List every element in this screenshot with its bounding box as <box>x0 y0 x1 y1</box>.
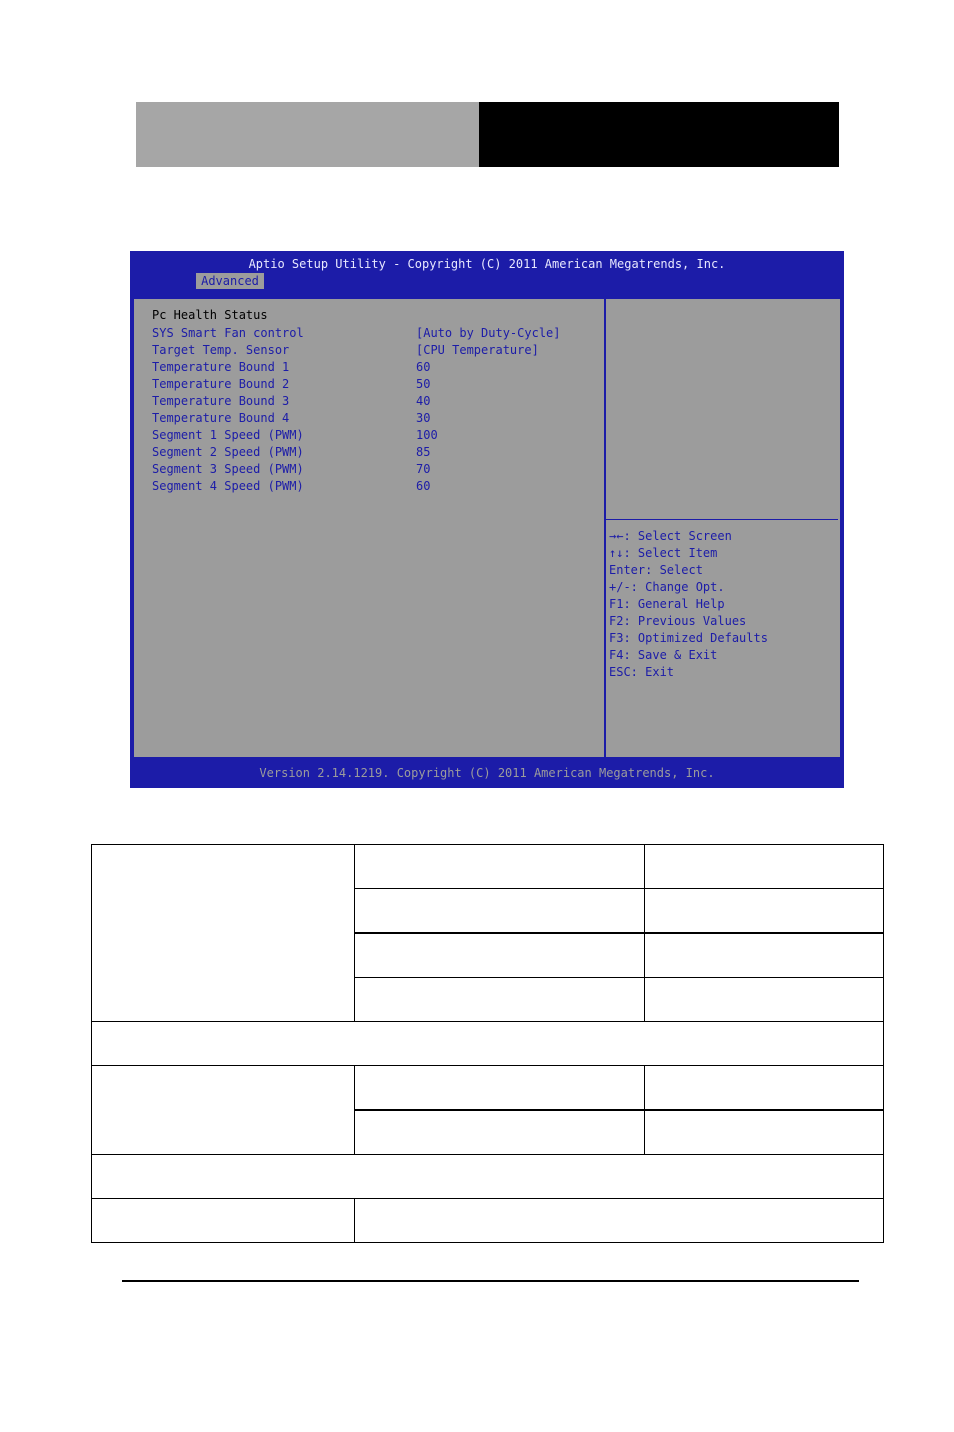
options-table <box>91 844 884 1243</box>
table-cell <box>92 1022 884 1066</box>
help-line: +/-: Change Opt. <box>609 580 725 594</box>
table-cell <box>355 978 644 1022</box>
table-cell <box>644 1110 883 1155</box>
setting-target-temp-sensor[interactable] <box>152 342 592 359</box>
setting-segment-1-speed[interactable] <box>152 427 592 444</box>
bios-help-divider <box>606 519 838 520</box>
help-line: F4: Save & Exit <box>609 648 718 662</box>
setting-value[interactable]: 60 <box>416 479 431 493</box>
setting-value[interactable]: 100 <box>416 428 438 442</box>
setting-segment-3-speed[interactable] <box>152 461 592 478</box>
setting-value[interactable]: 40 <box>416 394 431 408</box>
help-line: →←: Select Screen <box>609 529 732 543</box>
setting-value[interactable]: 85 <box>416 445 431 459</box>
header-band-left <box>136 102 479 167</box>
table-cell <box>92 845 355 1022</box>
setting-label: Segment 2 Speed (PWM) <box>152 445 304 459</box>
table-cell <box>644 845 883 889</box>
setting-temperature-bound-4[interactable] <box>152 410 592 427</box>
help-line: F1: General Help <box>609 597 725 611</box>
help-line: F2: Previous Values <box>609 614 747 628</box>
header-band-right <box>479 102 839 167</box>
table-cell <box>644 1066 883 1111</box>
setting-label: Temperature Bound 2 <box>152 377 290 391</box>
setting-label: SYS Smart Fan control <box>152 326 304 340</box>
bios-footer: Version 2.14.1219. Copyright (C) 2011 American Megatrends, Inc. <box>259 766 715 780</box>
setting-label: Temperature Bound 1 <box>152 360 290 374</box>
setting-temperature-bound-1[interactable] <box>152 359 592 376</box>
setting-temperature-bound-3[interactable] <box>152 393 592 410</box>
setting-value[interactable]: 30 <box>416 411 431 425</box>
setting-label: Segment 1 Speed (PWM) <box>152 428 304 442</box>
help-line: Enter: Select <box>609 563 703 577</box>
setting-label: Segment 4 Speed (PWM) <box>152 479 304 493</box>
setting-sys-smart-fan-control[interactable] <box>152 325 592 342</box>
setting-segment-4-speed[interactable] <box>152 478 592 495</box>
setting-value[interactable]: [CPU Temperature] <box>416 343 539 357</box>
setting-value[interactable]: [Auto by Duty-Cycle] <box>416 326 561 340</box>
table-cell <box>355 1110 644 1155</box>
table-cell <box>92 1155 884 1199</box>
table-cell <box>644 933 883 978</box>
table-cell <box>644 889 883 934</box>
table-cell <box>355 889 644 934</box>
setting-label: Segment 3 Speed (PWM) <box>152 462 304 476</box>
setting-value[interactable]: 70 <box>416 462 431 476</box>
setting-temperature-bound-2[interactable] <box>152 376 592 393</box>
footer-rule <box>122 1280 859 1282</box>
table-cell <box>355 1199 884 1243</box>
help-panel <box>609 528 768 681</box>
section-title: Pc Health Status <box>152 308 268 322</box>
settings-list <box>152 325 592 495</box>
bios-screenshot <box>130 251 844 788</box>
help-line: F3: Optimized Defaults <box>609 631 768 645</box>
table-cell <box>92 1199 355 1243</box>
table-cell <box>644 978 883 1022</box>
setting-label: Temperature Bound 3 <box>152 394 290 408</box>
bios-title: Aptio Setup Utility - Copyright (C) 2011 American Megatrends, Inc. <box>248 257 726 271</box>
setting-label: Target Temp. Sensor <box>152 343 290 357</box>
help-line: ESC: Exit <box>609 665 675 679</box>
setting-label: Temperature Bound 4 <box>152 411 290 425</box>
table-cell <box>92 1066 355 1155</box>
tab-advanced[interactable]: Advanced <box>196 273 264 289</box>
table-cell <box>355 1066 644 1111</box>
table-cell <box>355 933 644 978</box>
bios-vertical-divider <box>604 297 606 759</box>
help-line: ↑↓: Select Item <box>609 546 718 560</box>
setting-segment-2-speed[interactable] <box>152 444 592 461</box>
table-cell <box>355 845 644 889</box>
setting-value[interactable]: 50 <box>416 377 431 391</box>
setting-value[interactable]: 60 <box>416 360 431 374</box>
